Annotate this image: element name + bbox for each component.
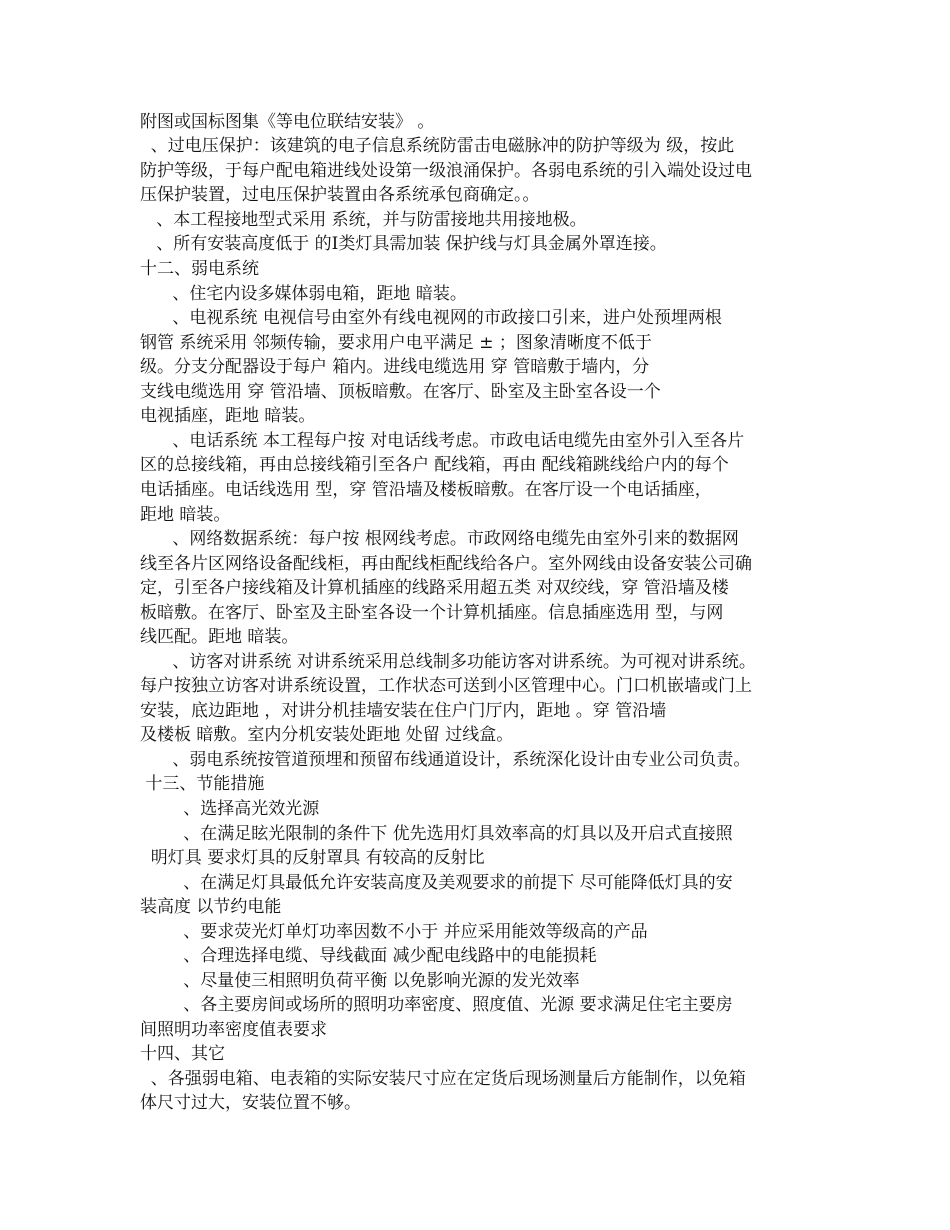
text-line: 定，引至各户接线箱及计算机插座的线路采用超五类 对双绞线，穿 管沿墙及楼 <box>140 578 729 598</box>
text-line: 、选择高光效光源 <box>140 799 320 819</box>
text-line: 、合理选择电缆、导线截面 减少配电线路中的电能损耗 <box>140 946 597 966</box>
text-line: 、访客对讲系统 对讲系统采用总线制多功能访客对讲系统。为可视对讲系统。 <box>140 652 756 672</box>
section-heading: 十二、弱电系统 <box>140 259 259 279</box>
text-line: 、网络数据系统：每户按 根网线考虑。市政网络电缆先由室外引来的数据网 <box>140 529 739 549</box>
text-line: 、各主要房间或场所的照明功率密度、照度值、光源 要求满足住宅主要房 <box>140 995 733 1015</box>
text-line: 电视插座，距地 暗装。 <box>140 406 316 426</box>
text-line: 线至各片区网络设备配线柜，再由配线柜配线给各户。室外网线由设备安装公司确 <box>140 554 752 574</box>
text-line: 支线电缆选用 穿 管沿墙、顶板暗敷。在客厅、卧室及主卧室各设一个 <box>140 382 661 402</box>
text-line: 及楼板 暗敷。室内分机安装处距地 处留 过线盒。 <box>140 725 514 745</box>
text-line: 、过电压保护：该建筑的电子信息系统防雷击电磁脉冲的防护等级为 级，按此 <box>140 136 735 156</box>
section-heading: 十三、节能措施 <box>140 774 265 794</box>
text-line: 、弱电系统按管道预埋和预留布线通道设计，系统深化设计由专业公司负责。 <box>140 750 751 770</box>
text-line: 钢管 系统采用 邻频传输，要求用户电平满足 ± ；图象清晰度不低于 <box>140 333 652 353</box>
text-line: 区的总接线箱，再由总接线箱引至各户 配线箱，再由 配线箱跳线给户内的每个 <box>140 455 729 475</box>
text-line: 、电话系统 本工程每户按 对电话线考虑。市政电话电缆先由室外引入至各片 <box>140 431 745 451</box>
text-line: 装高度 以节约电能 <box>140 897 282 917</box>
text-line: 、尽量使三相照明负荷平衡 以免影响光源的发光效率 <box>140 971 580 991</box>
text-line: 线匹配。距地 暗装。 <box>140 627 299 647</box>
text-line: 体尺寸过大，安装位置不够。 <box>140 1093 361 1113</box>
text-line: 、电视系统 电视信号由室外有线电视网的市政接口引来，进户处预埋两根 <box>140 308 722 328</box>
text-line: 附图或国标图集《等电位联结安装》 。 <box>140 112 435 132</box>
text-line: 、在满足灯具最低允许安装高度及美观要求的前提下 尽可能降低灯具的安 <box>140 873 733 893</box>
text-line: 间照明功率密度值表要求 <box>140 1020 327 1040</box>
text-line: 明灯具 要求灯具的反射罩具 有较高的反射比 <box>140 848 485 868</box>
text-line: 、要求荧光灯单灯功率因数不小于 并应采用能效等级高的产品 <box>140 922 648 942</box>
text-line: 板暗敷。在客厅、卧室及主卧室各设一个计算机插座。信息插座选用 型，与网 <box>140 603 724 623</box>
text-line: 、在满足眩光限制的条件下 优先选用灯具效率高的灯具以及开启式直接照 <box>140 824 733 844</box>
text-line: 级。分支分配器设于每户 箱内。进线电缆选用 穿 管暗敷于墙内，分 <box>140 357 650 377</box>
text-line: 距地 暗装。 <box>140 505 231 525</box>
text-line: 压保护装置，过电压保护装置由各系统承包商确定。。 <box>140 185 540 205</box>
text-line: 防护等级，于每户配电箱进线处设第一级浪涌保护。各弱电系统的引入端处设过电 <box>140 161 752 181</box>
section-heading: 十四、其它 <box>140 1044 225 1064</box>
text-line: 电话插座。电话线选用 型，穿 管沿墙及楼板暗敷。在客厅设一个电话插座， <box>140 480 712 500</box>
text-line: 、住宅内设多媒体弱电箱，距地 暗装。 <box>140 284 467 304</box>
text-line: 安装，底边距地 ，对讲分机挂墙安装在住户门厅内，距地 。穿 管沿墙 <box>140 701 667 721</box>
text-line: 、所有安装高度低于 的Ⅰ类灯具需加装 保护线与灯具金属外罩连接。 <box>140 234 667 254</box>
text-line: 每户按独立访客对讲系统设置，工作状态可送到小区管理中心。门口机嵌墙或门上 <box>140 676 752 696</box>
text-line: 、本工程接地型式采用 系统，并与防雷接地共用接地极。 <box>140 210 587 230</box>
text-line: 、各强弱电箱、电表箱的实际安装尺寸应在定货后现场测量后方能制作，以免箱 <box>140 1069 746 1089</box>
